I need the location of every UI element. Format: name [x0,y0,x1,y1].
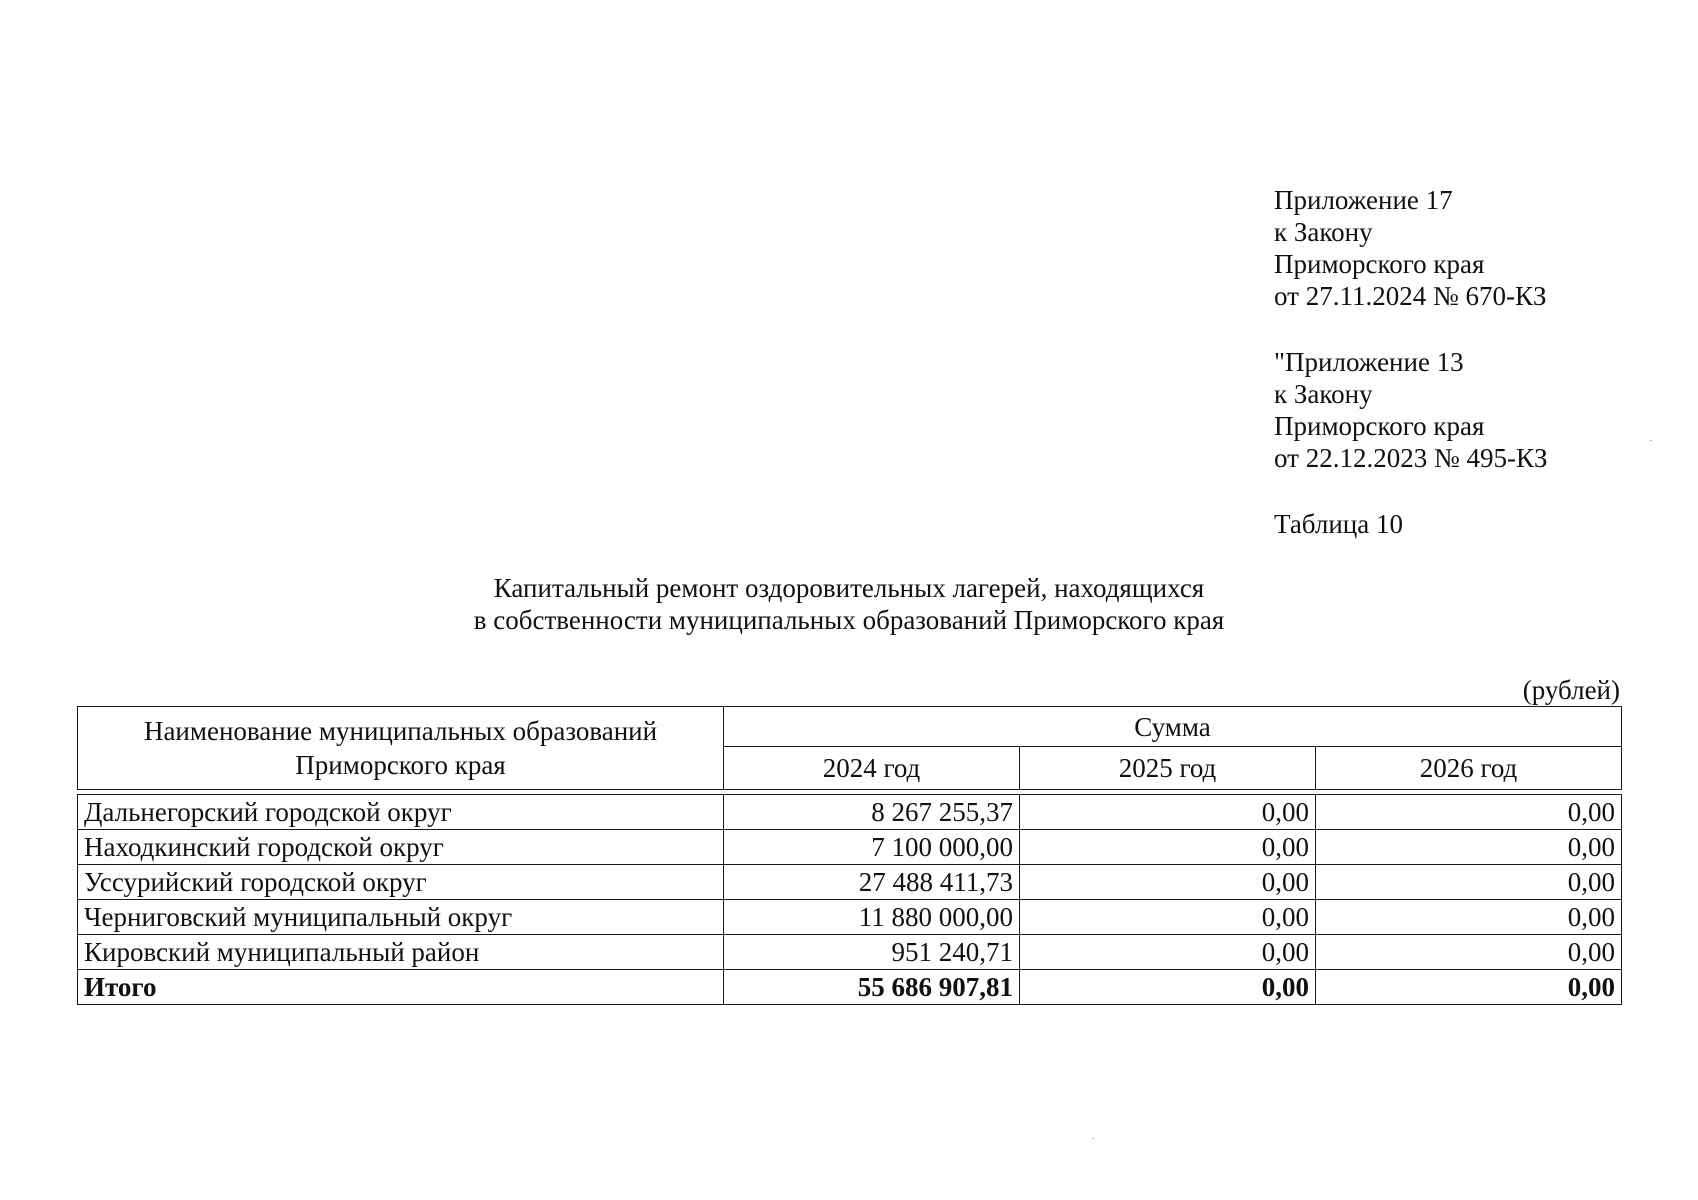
row-2025: 0,00 [1020,830,1316,865]
annex-current-line1: Приложение 17 [1274,185,1453,215]
document-title [0,572,1698,636]
row-2024: 951 240,71 [724,935,1020,970]
header-year-2025: 2025 год [1020,747,1316,790]
total-label: Итого [78,970,724,1005]
row-2026: 0,00 [1316,795,1622,830]
annex-previous-line4: от 22.12.2023 № 495-КЗ [1274,443,1548,473]
header-sum: Сумма [724,707,1622,747]
row-municipality: Уссурийский городской округ [78,865,724,900]
title-line2: в собственности муниципальных образований Приморского края [473,605,1225,635]
total-2025: 0,00 [1020,970,1316,1005]
total-row [78,970,1622,1005]
header-year-2024: 2024 год [724,747,1020,790]
annex-current-line2: к Закону [1274,217,1373,247]
row-2025: 0,00 [1020,795,1316,830]
header-municipality [78,707,724,790]
row-2026: 0,00 [1316,935,1622,970]
funding-table [77,706,1622,1005]
scan-speck [1650,440,1652,441]
annex-current-line3: Приморского края [1274,249,1485,279]
title-line1: Капитальный ремонт оздоровительных лагерей, находящихся [493,573,1205,603]
row-municipality: Находкинский городской округ [78,830,724,865]
table-row [78,865,1622,900]
annex-previous-line1: "Приложение 13 [1274,347,1464,377]
row-municipality: Черниговский муниципальный округ [78,900,724,935]
header-municipality-line1: Наименование муниципальных образований [143,716,658,746]
row-2025: 0,00 [1020,900,1316,935]
header-year-2026: 2026 год [1316,747,1622,790]
total-2026: 0,00 [1316,970,1622,1005]
row-2024: 8 267 255,37 [724,795,1020,830]
annex-current-reference [1274,184,1546,312]
row-2026: 0,00 [1316,830,1622,865]
unit-label: (рублей) [1522,675,1620,705]
annex-previous-line3: Приморского края [1274,411,1485,441]
header-municipality-line2: Приморского края [295,750,506,780]
row-2026: 0,00 [1316,900,1622,935]
row-2025: 0,00 [1020,865,1316,900]
table-number: Таблица 10 [1274,509,1403,539]
annex-previous-reference [1274,346,1547,474]
annex-current-line4: от 27.11.2024 № 670-КЗ [1274,281,1547,311]
total-2024: 55 686 907,81 [724,970,1020,1005]
row-2024: 11 880 000,00 [724,900,1020,935]
row-2024: 7 100 000,00 [724,830,1020,865]
scan-speck [1092,1138,1094,1139]
row-2026: 0,00 [1316,865,1622,900]
table-row [78,830,1622,865]
row-2025: 0,00 [1020,935,1316,970]
table-row [78,935,1622,970]
row-municipality: Дальнегорский городской округ [78,795,724,830]
row-2024: 27 488 411,73 [724,865,1020,900]
annex-previous-line2: к Закону [1274,379,1373,409]
table-row [78,795,1622,830]
table-row [78,900,1622,935]
row-municipality: Кировский муниципальный район [78,935,724,970]
